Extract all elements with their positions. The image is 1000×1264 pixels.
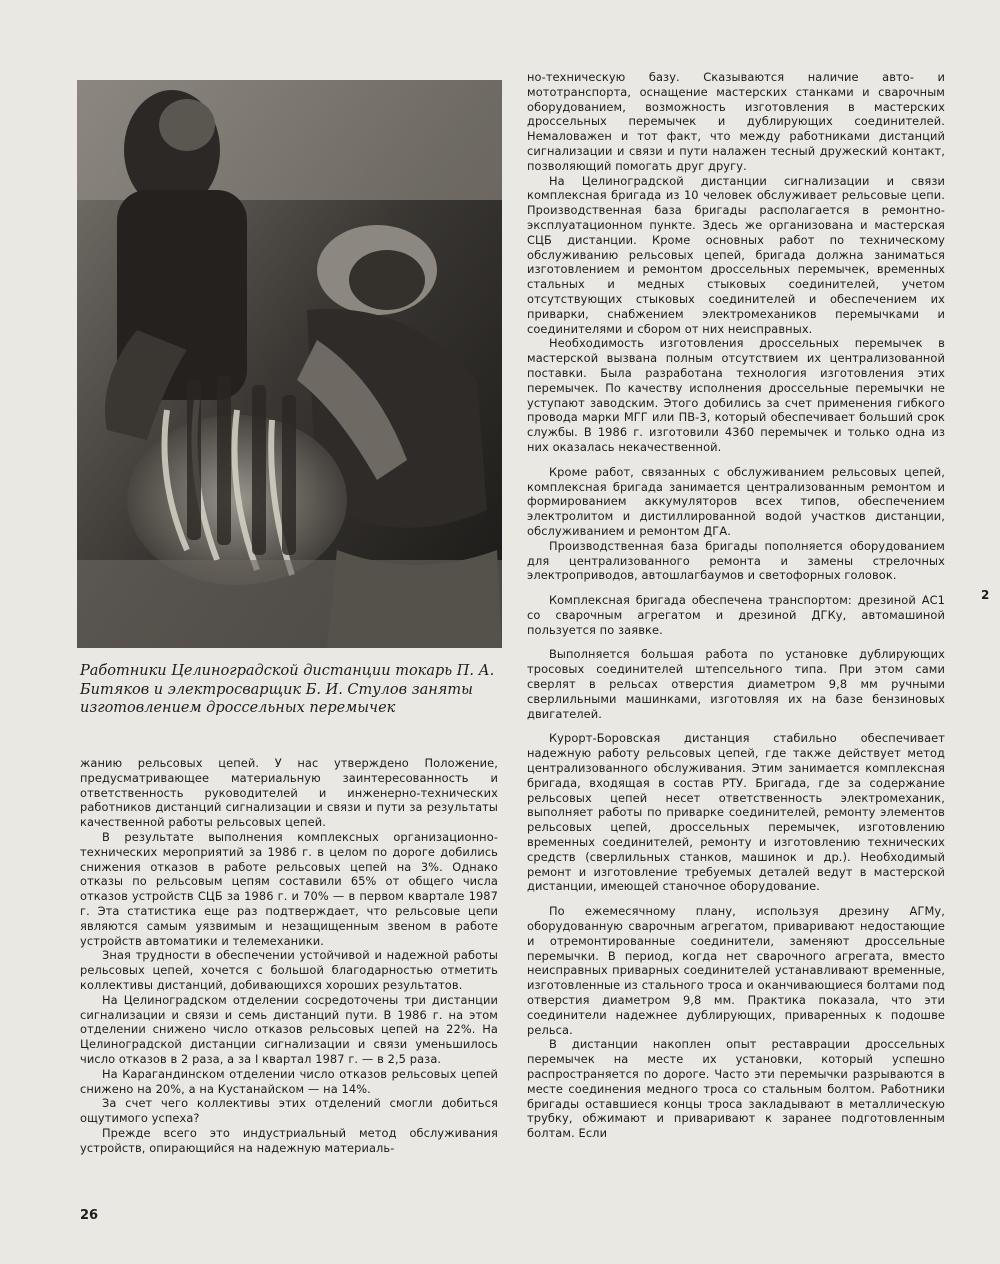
paragraph: Зная трудности в обеспечении устойчивой и надежной работы рельсовых цепей, хочется с большой благодарностью отметить коллективы дистанций, добивающихся хороших результатов. (80, 948, 498, 992)
paragraph: На Целиноградском отделении сосредоточены три дистанции сигнализации и связи и семь дистанций пути. В 1986 г. на этом отделении снижено число отказов рельсовых цепей на 22%. На Целиноградской дистанции сигнализации и связи уменьшилось число отказов в 2 раза, а за I квартал 1987 г. — в 2,5 раза. (80, 992, 498, 1066)
right-column (527, 70, 945, 1141)
page-number: 26 (80, 1208, 99, 1223)
paragraph: На Карагандинском отделении число отказов рельсовых цепей снижено на 20%, а на Кустанайском — на 14%. (80, 1066, 498, 1096)
paragraph: По ежемесячному плану, используя дрезину АГМу, оборудованную сварочным агрегатом, приваривают недостающие и отремонтированные соединители, заменяют дроссельные перемычки. В период, когда нет сварочного агрегата, вместо неисправных приварных соединителей устанавливают временные, изготовленные из стального троса и оканчивающиеся болтами под отверстия диаметром 9,8 мм. Практика показала, что эти соединители надежнее дублирующих, приваренных к подошве рельса. (527, 904, 945, 1037)
edge-mark: 2 (981, 588, 990, 602)
paragraph: На Целиноградской дистанции сигнализации и связи комплексная бригада из 10 человек обслуживает рельсовые цепи. Производственная база бригады располагается в ремонтно-эксплуатационном пункте. Здесь же организована и мастерская СЦБ дистанции. Кроме основных работ по техническому обслуживанию рельсовых цепей, бригада должна заниматься изготовлением и ремонтом дроссельных перемычек, временных стальных и медных стыковых соединителей, учетом отсутствующих стыковых соединителей и обеспечением их приварки, снабжением электромехаников перемычками и соединителями и сбором от них неисправных. (527, 173, 945, 336)
paragraph: но-техническую базу. Сказываются наличие авто- и мототранспорта, оснащение мастерских станками и сварочным оборудованием, возможность изготовления в мастерских дроссельных перемычек и дублирующих соединителей. Немаловажен и тот факт, что между работниками дистанций сигнализации и связи и пути налажен тесный дружеский контакт, позволяющий помогать друг другу. (527, 70, 945, 173)
workers-photo-image (77, 80, 502, 648)
paragraph: жанию рельсовых цепей. У нас утверждено Положение, предусматривающее материальную заинтересованность и ответственность руководителей и инженерно-технических работников дистанций сигнализации и связи и пути за результаты качественной работы рельсовых цепей. (80, 756, 498, 830)
left-column (80, 756, 498, 1156)
paragraph: Курорт-Боровская дистанция стабильно обеспечивает надежную работу рельсовых цепей, где также действует метод централизованного обслуживания. Этим занимается комплексная бригада, входящая в состав РТУ. Бригада, где за содержание рельсовых цепей несет ответственность электромеханик, выполняет работы по приварке соединителей, ремонту элементов рельсовых цепей, дроссельных перемычек, изготовлению временных соединителей, ремонту и изготовлению технических средств (сверлильных станков, машинок и др.). Необходимый ремонт и изготовление требуемых деталей ведут в мастерской дистанции, имеющей станочное оборудование. (527, 731, 945, 894)
paragraph: В дистанции накоплен опыт реставрации дроссельных перемычек на месте их установки, который успешно распространяется по дороге. Часто эти перемычки разрываются в месте соединения медного троса со стальным болтом. Работники бригады оставшиеся концы троса закладывают в металлическую трубку, обжимают и приваривают к заранее подготовленным болтам. Если (527, 1037, 945, 1141)
paragraph: Прежде всего это индустриальный метод обслуживания устройств, опирающийся на надежную материаль- (80, 1125, 498, 1155)
workers-photo (77, 80, 502, 648)
paragraph: Комплексная бригада обеспечена транспортом: дрезиной АС1 со сварочным агрегатом и дрезиной ДГКу, автомашиной пользуется по заявке. (527, 593, 945, 637)
paragraph: Выполняется большая работа по установке дублирующих тросовых соединителей штепсельного типа. При этом сами сверлят в рельсах отверстия диаметром 9,8 мм ручными сверлильными машинками, изготовляя их на базе бензиновых двигателей. (527, 647, 945, 721)
photo-caption: Работники Целиноградской дистанции токарь П. А. Битяков и электросварщик Б. И. Стулов заняты изготовлением дроссельных перемычек (80, 663, 495, 716)
paragraph: За счет чего коллективы этих отделений смогли добиться ощутимого успеха? (80, 1096, 498, 1126)
paragraph: Кроме работ, связанных с обслуживанием рельсовых цепей, комплексная бригада занимается централизованным ремонтом и формированием аккумуляторов всех типов, обеспечением электролитом и дистиллированной водой участков дистанции, обслуживанием и ремонтом ДГА. (527, 464, 945, 538)
paragraph: Производственная база бригады пополняется оборудованием для централизованного ремонта и замены стрелочных электроприводов, автошлагбаумов и светофорных головок. (527, 538, 945, 583)
paragraph: Необходимость изготовления дроссельных перемычек в мастерской вызвана полным отсутствием их централизованной поставки. Была разработана технология изготовления этих перемычек. По качеству исполнения дроссельные перемычки не уступают заводским. Этого добились за счет применения гибкого провода марки МГГ или ПВ-3, который обеспечивает больший срок службы. В 1986 г. изготовили 4360 перемычек и только одна из них оказалась некачественной. (527, 336, 945, 454)
paragraph: В результате выполнения комплексных организационно-технических мероприятий за 1986 г. в целом по дороге добились снижения отказов в работе рельсовых цепей на 3%. Однако отказы по рельсовым цепям составили 65% от общего числа отказов устройств СЦБ за 1986 г. и 70% — в первом квартале 1987 г. Эта статистика еще раз подтверждает, что рельсовые цепи являются самым уязвимым и незащищенным звеном в работе устройств автоматики и телемеханики. (80, 829, 498, 948)
